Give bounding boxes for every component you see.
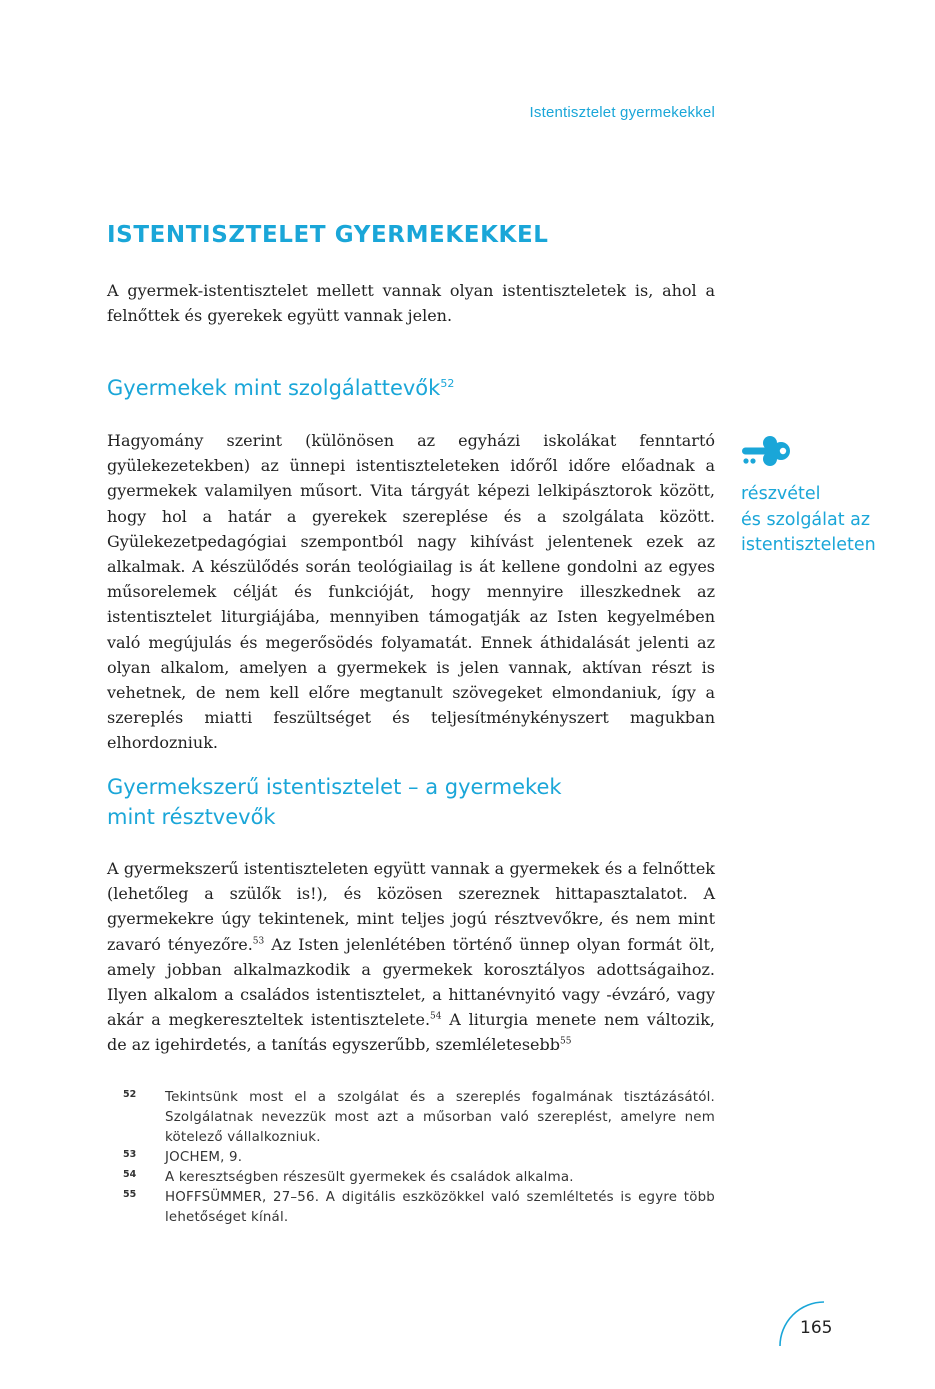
footnote-number: 55 [123, 1189, 137, 1200]
section2-paragraph [107, 856, 715, 1058]
footnote-54 [123, 1168, 715, 1188]
side-note-line: részvétel [741, 484, 821, 504]
footnotes [123, 1088, 715, 1228]
side-note-line: istentiszteleten [741, 535, 876, 555]
footnote-text: A keresztségben részesült gyermekek és családok alkalma. [165, 1170, 574, 1185]
running-header: Istentisztelet gyermekekkel [529, 104, 715, 121]
footnote-ref-54[interactable]: 54 [430, 1011, 442, 1022]
footnote-55 [123, 1188, 715, 1228]
intro-paragraph: A gyermek-istentisztelet mellett vannak olyan istentiszteletek is, ahol a felnőttek és gyerekek együtt vannak jelen. [107, 281, 715, 326]
section-title-servants [107, 373, 667, 403]
footnote-text: JOCHEM, 9. [165, 1150, 243, 1165]
footnote-number: 52 [123, 1089, 137, 1100]
footnote-52 [123, 1088, 715, 1148]
footnote-ref-52[interactable]: 52 [440, 377, 455, 390]
footnote-text: Tekintsünk most el a szolgálat és a szereplés fogalmának tisztázásától. Szolgálatnak nevezzük most azt a műsorban való szereplést, amelyre nem kötelező vállalkozniuk. [165, 1090, 715, 1145]
footnote-ref-55[interactable]: 55 [560, 1037, 572, 1048]
side-note-line: és szolgálat az [741, 509, 871, 530]
section-title-line: mint résztvevők [107, 805, 276, 829]
paragraph-text: Az Isten jelenlétében történő ünnep olyan formát ölt, amely jobban alkalmazkodik a gyermekek korosztályos adottságaihoz. Ilyen alkalom a családos istentisztelet, a hittanévnyitó vagy -évzáró, vagy akár a megkereszteltek istentisztelete. [107, 934, 715, 1030]
section-title-text: Gyermekek mint szolgálattevők [107, 376, 441, 400]
section1-paragraph: Hagyomány szerint (különösen az egyházi iskolákat fenntartó gyülekezetekben) az ünnepi istentiszteleteken időről időre előadnak a gyermekek valamilyen műsort. Vita tárgyát képezi lelkipásztorok között, hogy hol a határ a gyerekek szereplése és a szolgálata között. Gyülekezetpedagógiai szempontból nagy kihívást jelentenek ezek az alkalmak. A készülődés során teológiailag is át kellene gondolni az egyes műsorelemek célját és funkcióját, hogy mennyire illeszkednek az istentisztelet liturgiájába, mennyiben támogatják az Isten kegyelmében való megújulás és megerősödés folyamatát. Ennek áthidalását jelenti az olyan alkalom, amelyen a gyermekek is jelen vannak, aktívan részt is vehetnek, de nem kell előre megtanult szövegeket elmondaniuk, így a szereplés miatti feszültséget és teljesítménykényszert magukban elhordozniuk. [107, 431, 715, 753]
footnote-text: HOFFSÜMMER, 27–56. A digitális eszközökkel való szemléltetés is egyre több lehetőséget kínál. [165, 1190, 715, 1225]
section-title-participants [107, 772, 667, 832]
paragraph-text: A liturgia menete nem változik, de az igehirdetés, a tanítás egyszerűbb, szemléletesebb [107, 1010, 715, 1055]
key-icon [740, 432, 794, 472]
page-number: 165 [800, 1318, 833, 1338]
section-title-line: Gyermekszerű istentisztelet – a gyermekek [107, 775, 562, 799]
side-note [741, 482, 911, 559]
chapter-title: ISTENTISZTELET GYERMEKEKKEL [107, 222, 549, 248]
footnote-number: 54 [123, 1169, 137, 1180]
footnote-number: 53 [123, 1149, 137, 1160]
footnote-ref-53[interactable]: 53 [252, 936, 265, 947]
footnote-53 [123, 1148, 715, 1168]
paragraph-text: A gyermekszerű istentiszteleten együtt vannak a gyermekek és a felnőttek (lehetőleg a szülők is!), és közösen szereznek hittapasztalatot. A gyermekekre úgy tekintenek, mint teljes jogú résztvevőkre, és nem mint zavaró tényezőre. [107, 859, 715, 954]
